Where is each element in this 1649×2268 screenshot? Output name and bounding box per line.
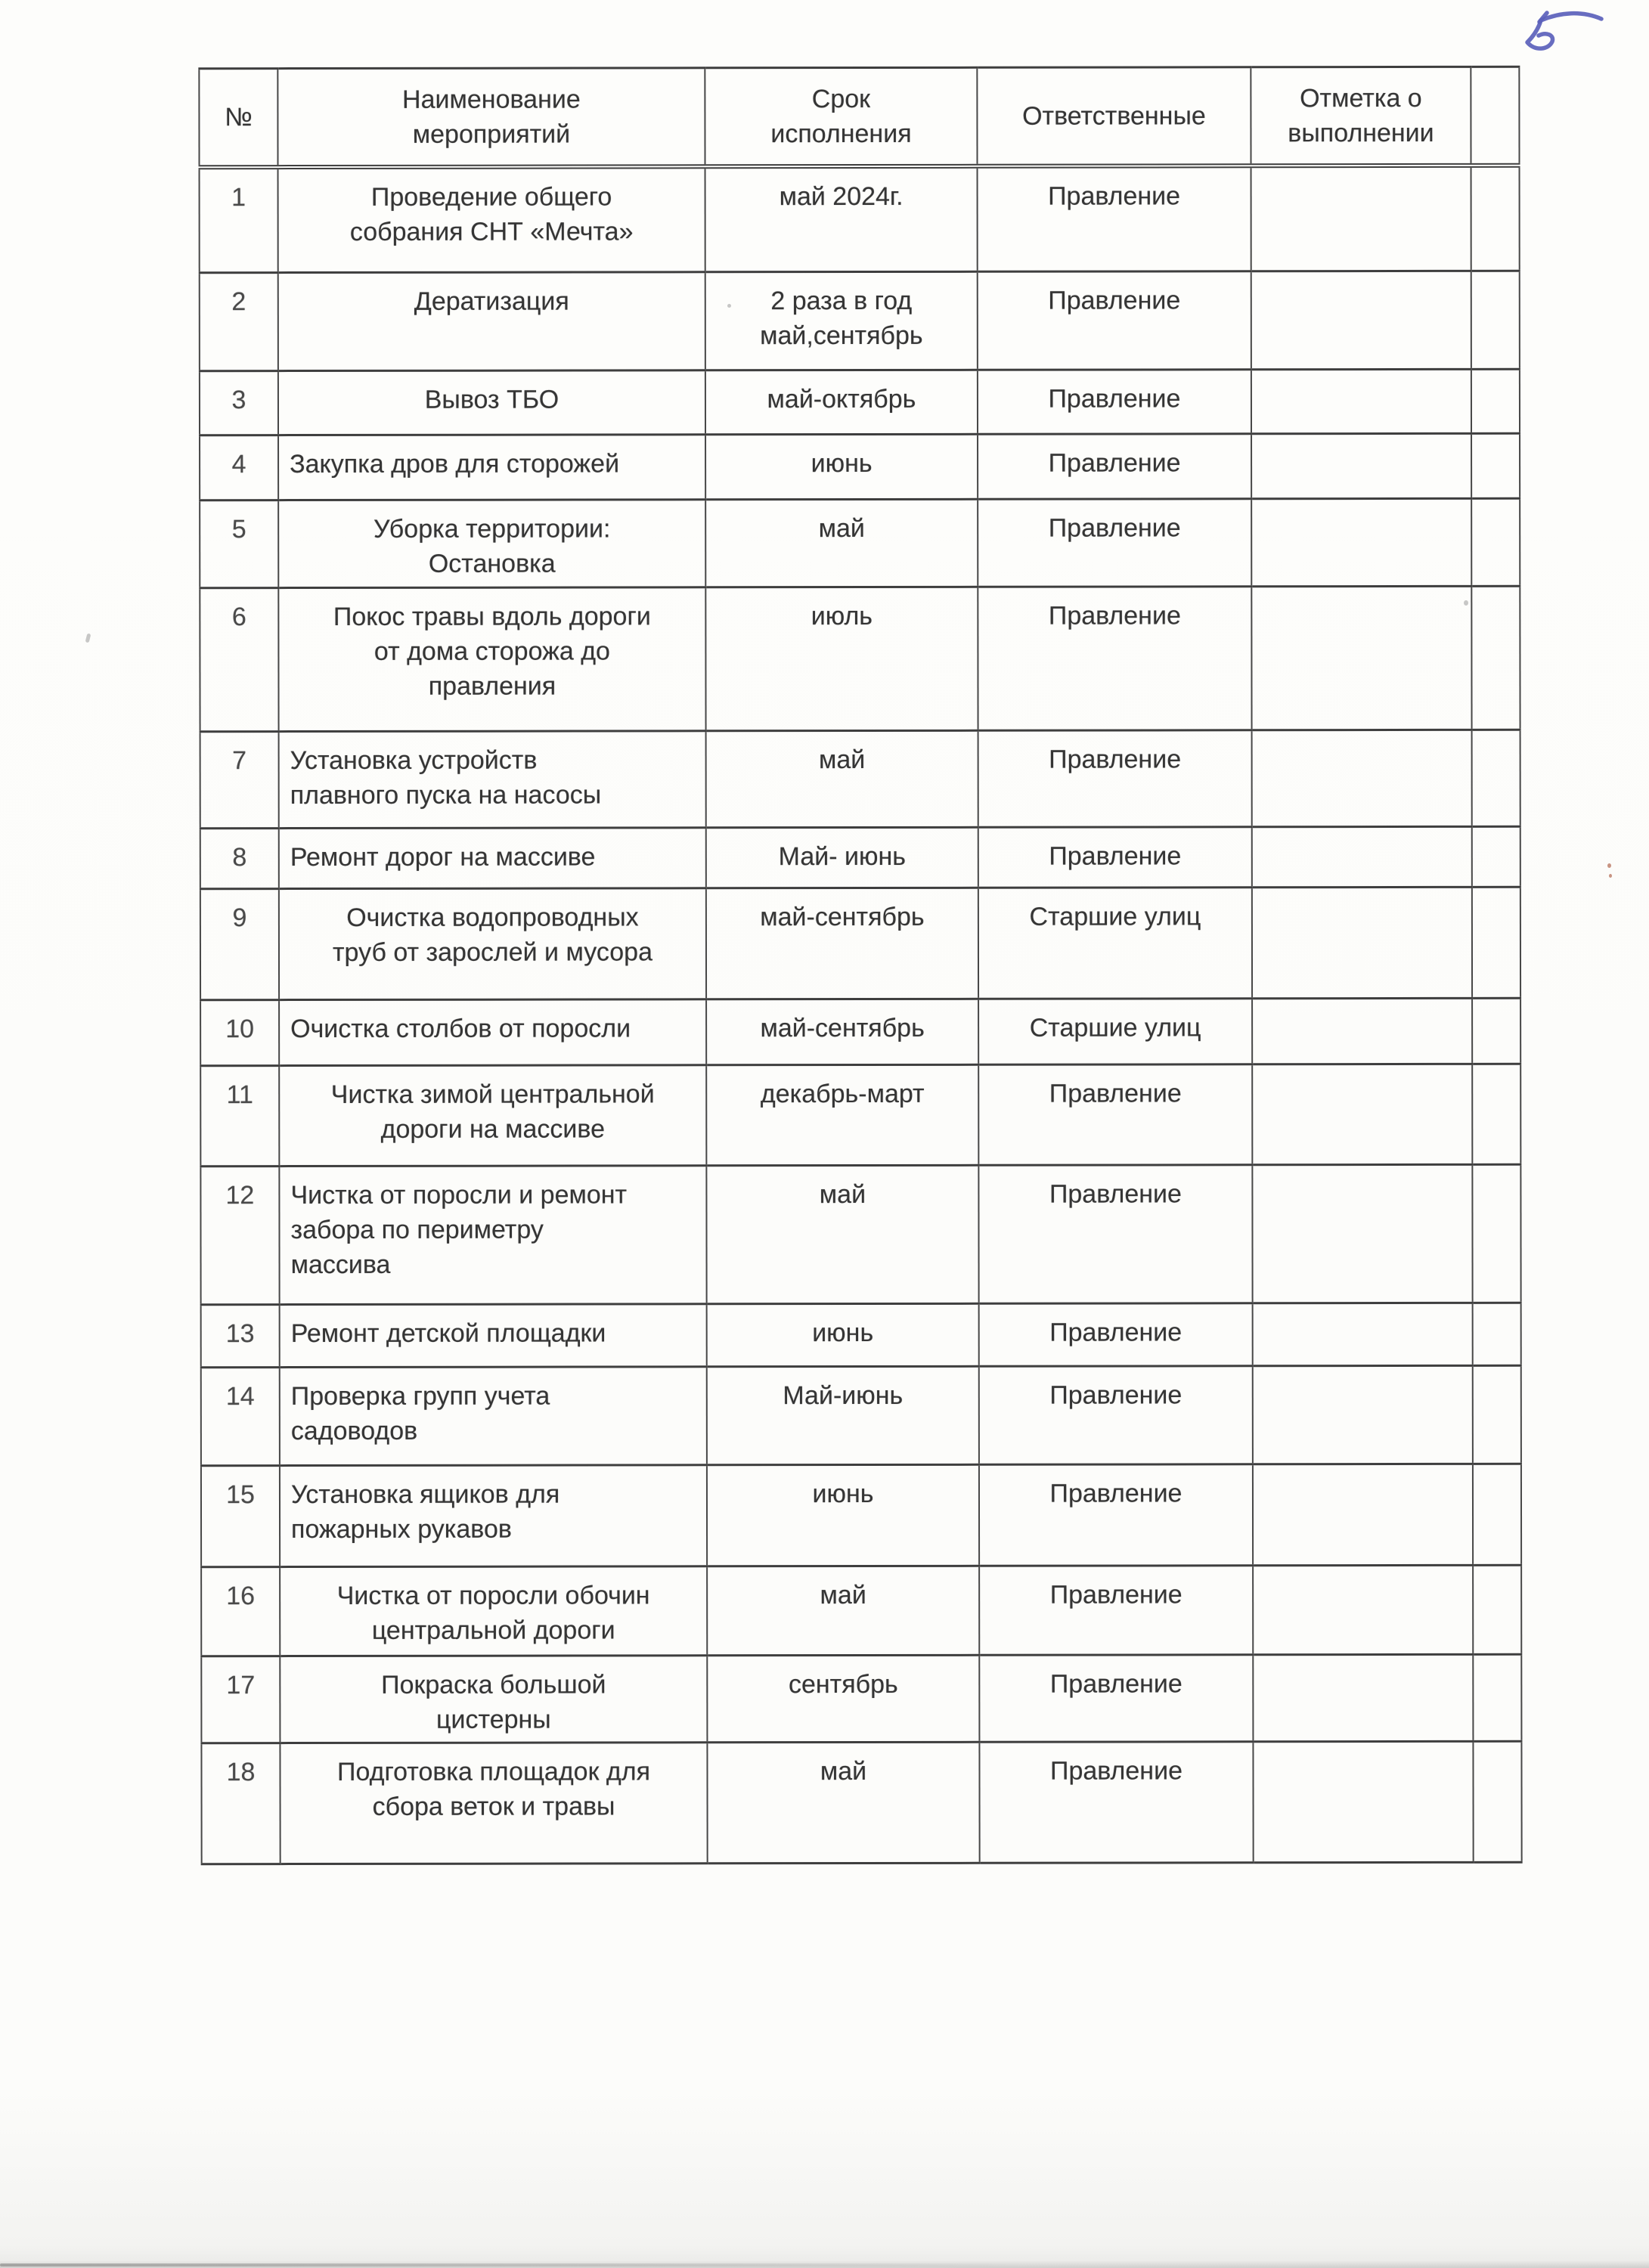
activity-name-cell: Чистка от поросли и ремонт забора по периметру массива [279,1166,706,1305]
extra-cell [1473,1565,1521,1654]
scan-speckle [727,304,731,308]
responsible-cell: Правление [979,1566,1253,1656]
completion-mark-cell [1253,1741,1473,1862]
table-row [201,1464,1521,1566]
term-cell: декабрь-март [706,1064,978,1166]
responsible-cell: Правление [978,271,1251,370]
completion-mark-cell [1251,586,1471,730]
row-number-cell: 15 [201,1466,280,1567]
table-row [200,165,1520,272]
table-row [200,1164,1520,1304]
row-number-cell: 12 [200,1167,279,1305]
activity-name-cell: Очистка водопроводных труб от зарослей и мусора [279,888,706,1000]
activity-name-cell: Очистка столбов от поросли [279,999,706,1066]
table-row [201,1741,1521,1864]
completion-mark-cell [1251,433,1471,498]
responsible-cell: Правление [978,434,1251,500]
term-cell: июнь [705,434,978,500]
term-cell: Май-июнь [707,1366,979,1465]
table-row [200,1064,1520,1166]
term-cell: май-сентябрь [706,999,978,1065]
row-number-cell: 4 [200,435,278,500]
term-cell: июнь [707,1303,979,1367]
activity-name-cell: Проверка групп учета садоводов [280,1367,707,1466]
term-cell: май 2024г. [705,166,978,272]
table-row [201,1365,1521,1465]
handwritten-page-number [1506,6,1612,63]
term-cell: июль [705,587,978,731]
extra-cell [1472,887,1520,998]
table-row [200,586,1520,731]
scan-bottom-streak [0,2263,1022,2266]
column-header-responsible: Ответственные [977,67,1251,166]
extra-cell [1471,433,1520,498]
responsible-cell: Правление [978,587,1251,731]
responsible-cell: Правление [978,827,1252,888]
column-header-completion-mark: Отметка о выполнении [1251,67,1471,165]
completion-mark-cell [1252,998,1472,1064]
completion-mark-cell [1253,1303,1473,1365]
table-row [201,1303,1521,1367]
table-row [201,1565,1521,1656]
row-number-cell: 7 [200,732,279,829]
row-number-cell: 18 [201,1743,280,1864]
responsible-cell: Правление [978,730,1252,828]
extra-cell [1473,1303,1521,1365]
extra-cell [1473,1741,1521,1862]
term-cell: 2 раза в год май,сентябрь [705,271,978,370]
header-row [199,67,1519,166]
term-cell: май-октябрь [705,370,978,435]
row-number-cell: 10 [200,1000,279,1066]
activity-name-cell: Чистка от поросли обочин центральной дороги [280,1566,707,1656]
responsible-cell: Правление [979,1742,1253,1864]
row-number-cell: 11 [200,1066,279,1167]
extra-cell [1471,369,1520,433]
term-cell: май [707,1742,979,1864]
completion-mark-cell [1252,1164,1472,1303]
table-row [200,887,1520,999]
responsible-cell: Правление [978,499,1251,587]
responsible-cell: Правление [979,1303,1253,1367]
completion-mark-cell [1251,165,1471,271]
responsible-cell: Правление [979,1464,1253,1566]
row-number-cell: 5 [200,500,278,588]
row-number-cell: 13 [201,1305,280,1368]
term-cell: июнь [707,1464,979,1566]
completion-mark-cell [1252,730,1472,826]
column-header-num: № [199,69,277,167]
responsible-cell: Правление [978,370,1251,435]
row-number-cell: 1 [200,167,278,273]
scan-speckle [1607,863,1611,868]
column-header-extra [1471,67,1519,165]
row-number-cell: 17 [201,1656,280,1743]
extra-cell [1471,271,1520,369]
scan-speckle [1609,874,1612,878]
extra-cell [1471,498,1520,586]
table-row [200,433,1520,500]
completion-mark-cell [1251,271,1471,369]
responsible-cell: Старшие улиц [978,888,1252,999]
extra-cell [1472,998,1520,1064]
activity-name-cell: Ремонт детской площадки [280,1304,707,1368]
activity-name-cell: Вывоз ТБО [278,370,705,435]
term-cell: май [706,730,978,828]
row-number-cell: 6 [200,588,278,732]
work-plan-table-body [200,165,1522,1864]
extra-cell [1472,730,1520,826]
activity-name-cell: Установка ящиков для пожарных рукавов [280,1465,707,1567]
row-number-cell: 16 [201,1567,280,1656]
work-plan-table-header [199,67,1519,166]
table-row [200,369,1520,435]
column-header-term: Срок исполнения [705,67,977,166]
activity-name-cell: Ремонт дорог на массиве [279,828,706,889]
term-cell: май [705,499,978,587]
row-number-cell: 8 [200,829,279,889]
responsible-cell: Правление [978,166,1251,272]
activity-name-cell: Закупка дров для сторожей [278,435,705,500]
completion-mark-cell [1252,887,1472,998]
responsible-cell: Правление [979,1655,1253,1743]
activity-name-cell: Подготовка площадок для сбора веток и травы [280,1743,707,1864]
table-row [200,826,1520,888]
activity-name-cell: Установка устройств плавного пуска на насосы [279,731,706,829]
table-row [201,1654,1521,1743]
table-row [200,271,1520,370]
extra-cell [1473,1365,1521,1464]
responsible-cell: Старшие улиц [978,999,1252,1065]
row-number-cell: 9 [200,889,279,1000]
term-cell: май-сентябрь [706,888,978,999]
column-header-activity-name: Наименование мероприятий [277,68,705,167]
extra-cell [1472,1064,1520,1164]
handwritten-5-strokes [1506,6,1612,63]
row-number-cell: 3 [200,371,278,435]
responsible-cell: Правление [978,1165,1252,1304]
term-cell: май [706,1165,978,1304]
responsible-cell: Правление [978,1064,1252,1166]
row-number-cell: 2 [200,273,278,371]
extra-cell [1473,1654,1521,1741]
extra-cell [1472,826,1520,887]
extra-cell [1471,165,1520,271]
responsible-cell: Правление [979,1366,1253,1465]
completion-mark-cell [1253,1654,1473,1741]
work-plan-table [198,66,1522,1865]
completion-mark-cell [1252,1064,1472,1164]
extra-cell [1471,586,1520,730]
activity-name-cell: Дератизация [278,272,705,371]
term-cell: сентябрь [707,1655,979,1743]
extra-cell [1472,1164,1520,1303]
table-row [200,498,1520,587]
activity-name-cell: Чистка зимой центральной дороги на массиве [279,1065,706,1167]
table-row [200,998,1520,1065]
activity-name-cell: Уборка территории: Остановка [278,500,705,588]
extra-cell [1473,1464,1521,1565]
activity-name-cell: Покраска большой цистерны [280,1656,707,1743]
activity-name-cell: Проведение общего собрания СНТ «Мечта» [278,166,705,273]
scan-speckle [1464,600,1468,606]
table-row [200,730,1520,828]
term-cell: Май- июнь [706,827,978,888]
completion-mark-cell [1253,1464,1473,1565]
activity-name-cell: Покос травы вдоль дороги от дома сторожа до правления [278,587,705,732]
completion-mark-cell [1253,1365,1473,1464]
completion-mark-cell [1251,498,1471,586]
scan-speckle [85,634,91,643]
row-number-cell: 14 [201,1368,280,1466]
completion-mark-cell [1252,826,1472,887]
completion-mark-cell [1253,1565,1473,1654]
term-cell: май [707,1566,979,1656]
completion-mark-cell [1251,369,1471,433]
